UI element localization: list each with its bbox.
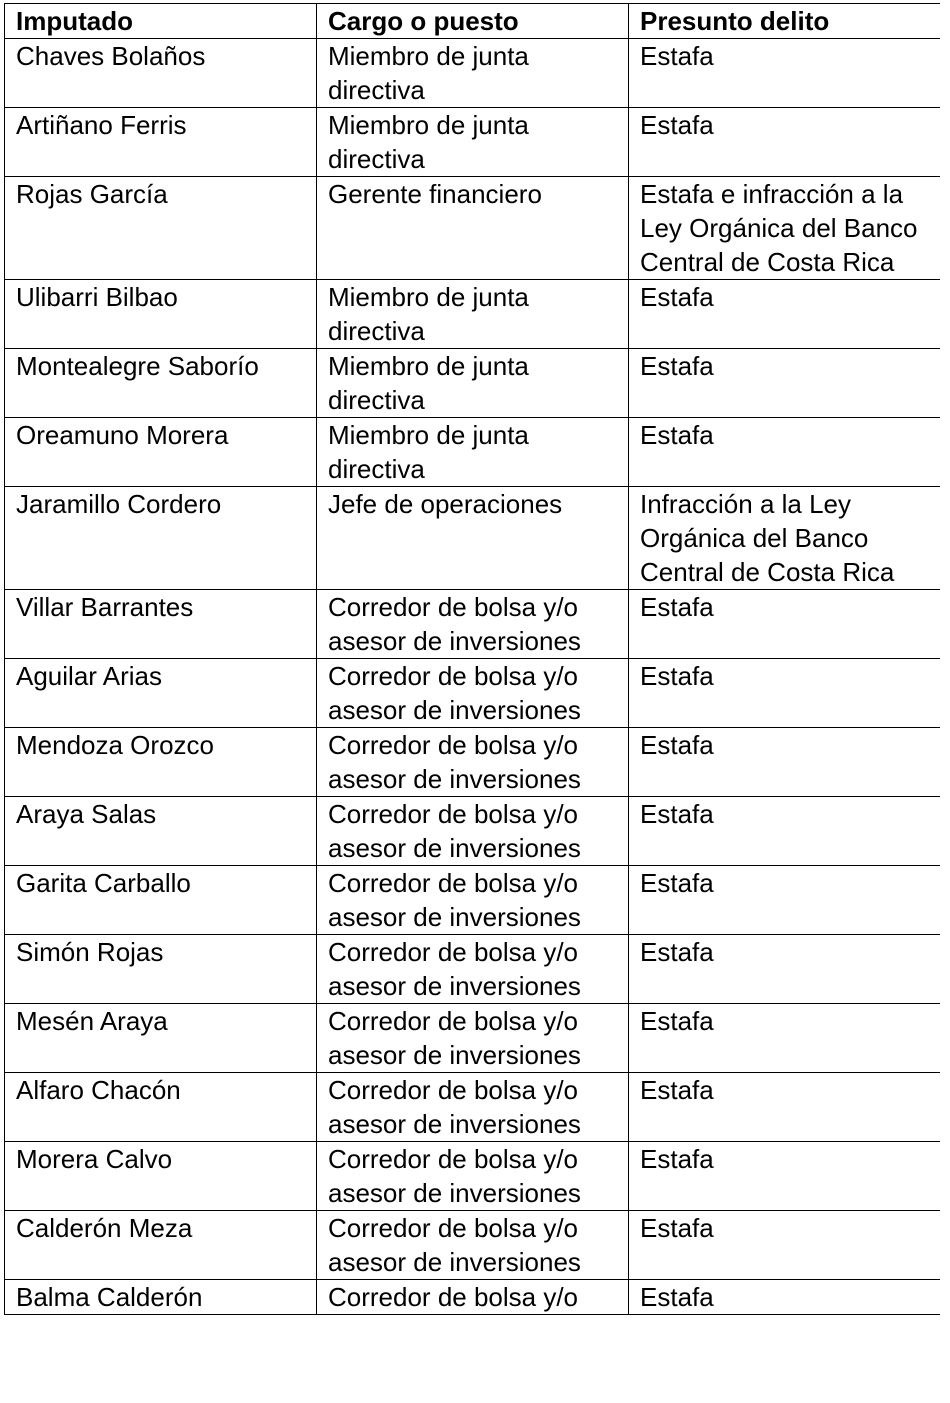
cell-delito: Estafa <box>629 108 941 177</box>
cell-cargo: Corredor de bolsa y/o asesor de inversiones <box>317 659 629 728</box>
cell-imputado: Artiñano Ferris <box>5 108 317 177</box>
cell-delito: Estafa <box>629 1211 941 1280</box>
table-row <box>5 1280 941 1315</box>
table-row <box>5 728 941 797</box>
cell-imputado: Araya Salas <box>5 797 317 866</box>
table-row <box>5 487 941 590</box>
cell-cargo: Corredor de bolsa y/o asesor de inversiones <box>317 728 629 797</box>
cell-cargo: Corredor de bolsa y/o asesor de inversiones <box>317 866 629 935</box>
table-header-row <box>5 4 941 39</box>
cell-cargo: Corredor de bolsa y/o asesor de inversiones <box>317 1142 629 1211</box>
cell-imputado: Alfaro Chacón <box>5 1073 317 1142</box>
cell-imputado: Jaramillo Cordero <box>5 487 317 590</box>
cell-delito: Estafa <box>629 349 941 418</box>
cell-imputado: Simón Rojas <box>5 935 317 1004</box>
cell-delito: Estafa <box>629 280 941 349</box>
cell-delito: Estafa <box>629 418 941 487</box>
table-row <box>5 418 941 487</box>
table-row <box>5 797 941 866</box>
cell-imputado: Mendoza Orozco <box>5 728 317 797</box>
table-row <box>5 1073 941 1142</box>
table-row <box>5 177 941 280</box>
cell-cargo: Miembro de junta directiva <box>317 39 629 108</box>
header-cargo: Cargo o puesto <box>317 4 629 39</box>
cell-delito: Estafa <box>629 866 941 935</box>
cell-imputado: Calderón Meza <box>5 1211 317 1280</box>
table-row <box>5 866 941 935</box>
cell-delito: Estafa <box>629 590 941 659</box>
cell-imputado: Aguilar Arias <box>5 659 317 728</box>
cell-delito: Estafa <box>629 1142 941 1211</box>
cell-delito: Estafa <box>629 1280 941 1315</box>
cell-cargo: Corredor de bolsa y/o asesor de inversiones <box>317 1073 629 1142</box>
table-row <box>5 108 941 177</box>
cell-delito: Estafa <box>629 39 941 108</box>
cell-delito: Infracción a la Ley Orgánica del Banco Central de Costa Rica <box>629 487 941 590</box>
cell-imputado: Mesén Araya <box>5 1004 317 1073</box>
cell-imputado: Balma Calderón <box>5 1280 317 1315</box>
table-row <box>5 659 941 728</box>
cell-imputado: Montealegre Saborío <box>5 349 317 418</box>
cell-delito: Estafa <box>629 935 941 1004</box>
cell-imputado: Rojas García <box>5 177 317 280</box>
cell-cargo: Corredor de bolsa y/o asesor de inversiones <box>317 1211 629 1280</box>
cell-cargo: Corredor de bolsa y/o asesor de inversiones <box>317 797 629 866</box>
cell-delito: Estafa <box>629 797 941 866</box>
cell-cargo: Miembro de junta directiva <box>317 280 629 349</box>
cell-delito: Estafa <box>629 659 941 728</box>
defendants-table-container <box>4 3 940 1403</box>
cell-imputado: Oreamuno Morera <box>5 418 317 487</box>
cell-imputado: Garita Carballo <box>5 866 317 935</box>
cell-cargo: Corredor de bolsa y/o asesor de inversiones <box>317 590 629 659</box>
header-imputado: Imputado <box>5 4 317 39</box>
cell-cargo: Corredor de bolsa y/o <box>317 1280 629 1315</box>
cell-delito: Estafa <box>629 728 941 797</box>
cell-cargo: Jefe de operaciones <box>317 487 629 590</box>
table-row <box>5 280 941 349</box>
table-row <box>5 1004 941 1073</box>
cell-cargo: Corredor de bolsa y/o asesor de inversiones <box>317 935 629 1004</box>
cell-delito: Estafa <box>629 1073 941 1142</box>
table-row <box>5 349 941 418</box>
table-body <box>5 39 941 1315</box>
cell-cargo: Corredor de bolsa y/o asesor de inversiones <box>317 1004 629 1073</box>
defendants-table <box>4 3 940 1315</box>
cell-cargo: Miembro de junta directiva <box>317 349 629 418</box>
cell-imputado: Villar Barrantes <box>5 590 317 659</box>
cell-imputado: Chaves Bolaños <box>5 39 317 108</box>
cell-delito: Estafa <box>629 1004 941 1073</box>
table-row <box>5 1142 941 1211</box>
table-row <box>5 1211 941 1280</box>
table-row <box>5 39 941 108</box>
cell-delito: Estafa e infracción a la Ley Orgánica del Banco Central de Costa Rica <box>629 177 941 280</box>
cell-imputado: Morera Calvo <box>5 1142 317 1211</box>
table-row <box>5 935 941 1004</box>
table-row <box>5 590 941 659</box>
cell-imputado: Ulibarri Bilbao <box>5 280 317 349</box>
cell-cargo: Miembro de junta directiva <box>317 418 629 487</box>
cell-cargo: Gerente financiero <box>317 177 629 280</box>
cell-cargo: Miembro de junta directiva <box>317 108 629 177</box>
header-delito: Presunto delito <box>629 4 941 39</box>
